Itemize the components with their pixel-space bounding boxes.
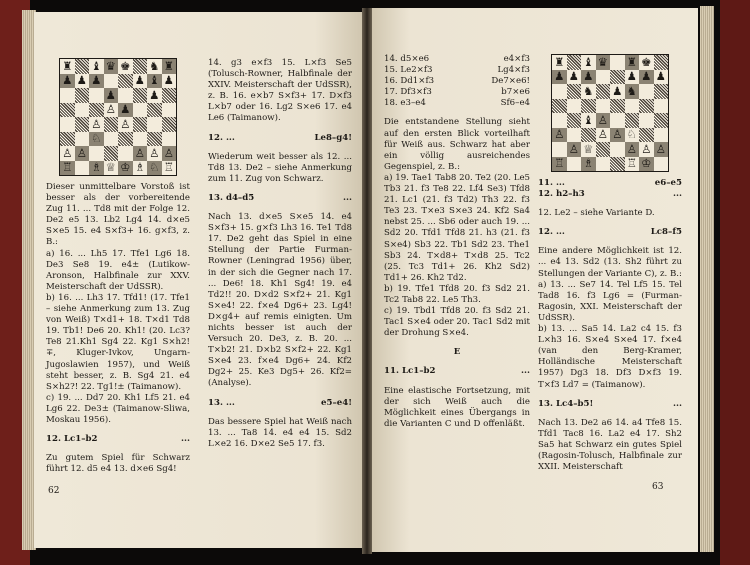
chess-piece: ♘ — [626, 127, 637, 141]
chess-piece: ♟ — [626, 69, 637, 83]
board-square — [610, 142, 625, 157]
board-square — [596, 157, 611, 172]
left-page-column-2 — [208, 58, 352, 450]
board-square — [133, 161, 148, 176]
board-square — [654, 113, 669, 128]
move-black: ... — [343, 192, 352, 203]
board-square — [118, 117, 133, 132]
spacer — [384, 339, 530, 347]
chess-piece: ♙ — [76, 145, 87, 160]
paragraph: a) 16. ... Lh5 17. Tfe1 Lg6 18. De3 Se8 19. e4± (Lutikow-Aronson, Halbfinale zur XXV. Meisterschaft der UdSSR). — [46, 248, 190, 292]
board-square — [610, 157, 625, 172]
paragraph: Das bessere Spiel hat Weiß nach 13. ... Ta8 14. e4 e4 15. Sd2 L×e2 16. D×e2 Se5 17. f3. — [208, 416, 352, 449]
board-square — [610, 55, 625, 70]
paragraph: 14. g3 e×f3 15. L×f3 Se5 (Tolusch-Rowner, Halbfinale der XXIV. Meisterschaft der UdSSR), z. B. 16. e×b7 S×f3+ 17. D×f3 L×b7 oder 16. Lg2 S×e6 17. e4 Le6 (Taimanow). — [208, 58, 352, 124]
board-square — [133, 132, 148, 147]
move-white: 17. Df3×f3 — [384, 87, 432, 98]
move-heading — [208, 398, 352, 409]
board-square — [610, 70, 625, 85]
chess-piece: ♝ — [149, 73, 160, 87]
move-black: Lc8–f5 — [650, 227, 682, 238]
board-square — [89, 132, 104, 147]
chess-piece: ♙ — [641, 141, 652, 156]
chess-piece: ♙ — [134, 145, 145, 160]
move-black: ... — [181, 434, 190, 445]
book-cover-right — [720, 0, 750, 565]
board-square — [581, 70, 596, 85]
board-square — [581, 113, 596, 128]
board-square — [567, 84, 582, 99]
board-square — [639, 55, 654, 70]
board-square — [552, 113, 567, 128]
chess-piece: ♕ — [105, 160, 116, 174]
board-square — [162, 161, 177, 176]
book-gutter — [362, 8, 372, 554]
board-square — [610, 128, 625, 143]
board-square — [625, 99, 640, 114]
board-square — [552, 142, 567, 157]
board-square — [60, 161, 75, 176]
chess-piece: ♞ — [149, 58, 160, 73]
paragraph: Nach 13. De2 a6 14. a4 Tfe8 15. Tfd1 Tac8 16. La2 e4 17. Sh2 Sa5 hat Schwarz ein gutes Spiel (Ragosin-Tolusch, Halbfinale zur XXII. Meisterschaft — [538, 417, 682, 473]
board-square — [147, 132, 162, 147]
spacer — [538, 219, 682, 227]
move-line — [384, 54, 530, 65]
board-square — [654, 84, 669, 99]
board-square — [89, 74, 104, 89]
board-square — [625, 142, 640, 157]
chess-piece: ♝ — [583, 54, 594, 69]
board-square — [596, 113, 611, 128]
move-white: 13. ... — [208, 397, 235, 408]
board-square — [75, 132, 90, 147]
chess-piece: ♟ — [62, 73, 73, 87]
chess-piece: ♚ — [641, 54, 652, 69]
board-square — [567, 142, 582, 157]
board-square — [162, 59, 177, 74]
board-square — [654, 142, 669, 157]
spacer — [46, 445, 190, 453]
right-page — [370, 8, 698, 552]
board-square — [596, 142, 611, 157]
board-square — [75, 74, 90, 89]
board-square — [567, 157, 582, 172]
board-square — [654, 128, 669, 143]
board-square — [75, 88, 90, 103]
paragraph: Nach 13. d×e5 S×e5 14. e4 S×f3+ 15. g×f3 Lh3 16. Te1 Td8 17. De2 geht das Spiel in eine Stellung der Partie Furman-Rowner (Leningrad 1956) über, in der sich die Gegner nach 17. ... De6! 18. Kh1 Sg4! 19. e4 Td2!! 20. D×d2 S×f2+ 21. Kg1 S×e4! 22. f×e4 Dg6+ 23. Lg4! D×g4+ auf remis einigten. Um nichts besser ist auch der Versuch 20. De3, z. B. 20. ... T×b2! 21. D×b2 S×f2+ 22. Kg1 S×e4 23. f×e4 Dg6+ 24. Kf2 Dg2+ 25. Ke3 Dg5+ 26. Kf2= (Analyse). — [208, 212, 352, 389]
move-black: e4×f3 — [503, 54, 530, 64]
board-square — [625, 70, 640, 85]
chess-piece: ♗ — [134, 160, 145, 174]
paragraph: b) 16. ... Lh3 17. Tfd1! (17. Tfe1 – siehe Anmerkung zum 13. Zug von Weiß) T×d1+ 18. T×d1 Td8 19. Tb1! De6 20. Kh1! (20. Lc3? Te8 21.Kh1 Sg4 22. Kg1 S×h2!∓, Kluger-Ivkov, Ungarn-Jugoslawien 1957), und Weiß steht besser, z. B. Sg4 21. e4 S×h2?! 22. Tg1!± (Taimanow). — [46, 292, 190, 392]
paragraph: Dieser unmittelbare Vorstoß ist besser als der vorbereitende Zug 11. ... Td8 mit der Folge 12. De2 e5 13. Lb2 Lg4 14. d×e5 S×e5 15. e4 S×f3+ 16. g×f3, z. B.: — [46, 182, 190, 248]
move-white: 14. d5×e6 — [384, 54, 430, 64]
board-square — [104, 146, 119, 161]
board-square — [552, 157, 567, 172]
chess-piece: ♟ — [76, 73, 87, 87]
board-square — [639, 128, 654, 143]
spacer — [538, 410, 682, 418]
move-black: b7×e6 — [501, 87, 530, 98]
board-square — [639, 113, 654, 128]
right-page-column-1 — [384, 54, 530, 430]
paragraph: b) 19. Tfe1 Tfd8 20. f3 Sd2 21. Tc2 Tab8 22. Le5 Th3. — [384, 283, 530, 305]
chess-piece: ♙ — [612, 127, 623, 141]
move-heading — [384, 366, 530, 377]
board-square — [89, 88, 104, 103]
board-square — [552, 99, 567, 114]
move-white: 12. ... — [208, 132, 235, 143]
board-square — [60, 132, 75, 147]
spacer — [384, 109, 530, 117]
spacer — [538, 238, 682, 246]
board-square — [639, 99, 654, 114]
move-heading — [538, 227, 682, 238]
move-black: ... — [673, 189, 682, 200]
board-square — [610, 99, 625, 114]
spacer — [208, 144, 352, 152]
board-square — [133, 74, 148, 89]
chess-diagram — [551, 54, 669, 172]
move-black: e6–e5 — [654, 178, 682, 188]
chess-piece: ♙ — [120, 116, 131, 131]
chess-piece: ♖ — [62, 160, 73, 174]
move-black: e5–e4! — [321, 397, 352, 408]
move-white: 15. Le2×f3 — [384, 65, 433, 76]
chess-piece: ♟ — [134, 73, 145, 87]
board-square — [104, 103, 119, 118]
spacer — [208, 125, 352, 133]
chess-piece: ♚ — [120, 58, 131, 73]
board-square — [60, 117, 75, 132]
spacer — [208, 390, 352, 398]
board-square — [654, 99, 669, 114]
move-line — [384, 65, 530, 76]
board-square — [639, 84, 654, 99]
chess-diagram — [59, 58, 177, 176]
paragraph: c) 19. ... Dd7 20. Kh1 Lf5 21. e4 Lg6 22. De3± (Taimanow-Sliwa, Moskau 1956). — [46, 392, 190, 425]
board-square — [639, 70, 654, 85]
chess-piece: ♙ — [554, 127, 565, 141]
board-square — [581, 99, 596, 114]
page-number: 63 — [652, 482, 664, 492]
chess-piece: ♝ — [91, 58, 102, 73]
chess-piece: ♙ — [597, 112, 608, 127]
board-square — [75, 146, 90, 161]
chess-piece: ♜ — [62, 58, 73, 73]
chess-piece: ♞ — [583, 83, 594, 98]
board-square — [75, 59, 90, 74]
move-heading — [538, 178, 682, 189]
board-square — [60, 146, 75, 161]
spacer — [384, 358, 530, 366]
chess-piece: ♟ — [105, 87, 116, 102]
board-square — [147, 74, 162, 89]
chess-piece: ♜ — [554, 54, 565, 69]
move-line — [384, 87, 530, 98]
board-square — [581, 84, 596, 99]
chess-piece: ♙ — [105, 102, 116, 116]
chess-piece: ♟ — [91, 73, 102, 87]
board-square — [104, 88, 119, 103]
board-square — [75, 103, 90, 118]
move-line — [384, 76, 530, 87]
board-square — [147, 88, 162, 103]
chess-piece: ♟ — [149, 87, 160, 102]
paragraph: 12. Le2 – siehe Variante D. — [538, 208, 655, 219]
chess-piece: ♟ — [568, 69, 579, 83]
chess-piece: ♗ — [91, 160, 102, 174]
move-black: ... — [673, 398, 682, 409]
chess-piece: ♔ — [641, 156, 652, 170]
chess-piece: ♔ — [120, 160, 131, 174]
move-white: 11. ... — [538, 178, 565, 188]
board-square — [118, 161, 133, 176]
board-square — [552, 84, 567, 99]
board-square — [581, 142, 596, 157]
board-square — [162, 88, 177, 103]
board-square — [639, 157, 654, 172]
board-square — [581, 157, 596, 172]
move-black: De7×e6! — [491, 76, 530, 87]
paragraph: a) 13. ... Se7 14. Tel Lf5 15. Tel Tad8 16. f3 Lg6 = (Furman-Ragosin, XXI. Meisterschaft der UdSSR). — [538, 279, 682, 323]
paragraph: Zu gutem Spiel für Schwarz führt 12. d5 e4 13. d×e6 Sg4! — [46, 453, 190, 475]
chess-piece: ♛ — [597, 54, 608, 69]
board-square — [89, 59, 104, 74]
board-square — [654, 157, 669, 172]
chess-piece: ♙ — [568, 141, 579, 156]
board-square — [133, 117, 148, 132]
board-square — [104, 74, 119, 89]
board-square — [60, 88, 75, 103]
chess-piece: ♛ — [105, 58, 116, 73]
chess-piece: ♝ — [583, 112, 594, 127]
board-square — [610, 113, 625, 128]
board-square — [625, 113, 640, 128]
board-square — [118, 103, 133, 118]
chess-piece: ♙ — [163, 145, 174, 160]
board-square — [596, 70, 611, 85]
move-white: 11. Lc1–b2 — [384, 366, 436, 377]
move-heading — [538, 399, 682, 410]
board-square — [162, 132, 177, 147]
chess-piece: ♙ — [626, 141, 637, 156]
move-white: 13. Lc4–b5! — [538, 398, 594, 409]
board-square — [581, 128, 596, 143]
board-square — [75, 117, 90, 132]
chess-piece: ♙ — [149, 145, 160, 160]
spacer — [208, 409, 352, 417]
board-square — [581, 55, 596, 70]
board-square — [60, 74, 75, 89]
board-square — [567, 70, 582, 85]
board-square — [162, 117, 177, 132]
move-white: 12. h2–h3 — [538, 189, 585, 200]
board-square — [89, 161, 104, 176]
spacer — [384, 378, 530, 386]
chess-piece: ♖ — [163, 160, 174, 174]
board-square — [104, 132, 119, 147]
move-black: Lg4×f3 — [497, 65, 530, 76]
board-square — [625, 128, 640, 143]
move-heading — [208, 133, 352, 144]
board-square — [104, 59, 119, 74]
board-square — [596, 84, 611, 99]
chess-piece: ♙ — [62, 145, 73, 160]
board-square — [625, 157, 640, 172]
right-page-column-2 — [538, 54, 682, 473]
board-square — [162, 146, 177, 161]
paragraph: Die entstandene Stellung sieht auf den ersten Blick vorteilhaft für Weiß aus. Schwarz hat aber ein völlig ausreichendes Gegenspiel, z. B.: — [384, 117, 530, 172]
board-square — [552, 70, 567, 85]
move-heading — [46, 434, 190, 445]
board-square — [133, 88, 148, 103]
board-square — [104, 161, 119, 176]
paragraph: b) 13. ... Sa5 14. La2 c4 15. f3 L×h3 16. S×e4 S×e4 17. f×e4 (van den Berg-Kramer, Holländische Meisterschaft 1957) Dg3 18. Df3 D×f3 19. T×f3 Ld7 = (Taimanow). — [538, 324, 682, 390]
board-square — [567, 99, 582, 114]
move-line — [384, 98, 530, 109]
board-square — [60, 59, 75, 74]
left-page — [34, 12, 364, 548]
board-square — [133, 146, 148, 161]
chess-piece: ♕ — [583, 141, 594, 156]
chess-piece: ♟ — [612, 83, 623, 98]
board-square — [118, 146, 133, 161]
chess-piece: ♖ — [554, 156, 565, 170]
chess-piece: ♟ — [163, 73, 174, 87]
paragraph: a) 19. Tae1 Tab8 20. Te2 (20. Le5 Tb3 21. f3 Te8 22. Lf4 Se3) Tfd8 21. Lc1 (21. f3 Td2) Th3 22. f3 Te3 23. T×e3 S×e3 24. Kf2 Sa4 nebst 25. ... Sb6 oder auch 19. ... Sd2 20. Tfd1 Tfd8 21. h3 (21. f3 S×e4) Sb3 22. Tb1 Sd2 23. The1 Sb3 24. T×d8+ T×d8 25. Tc2 (25. Tc3 Td1+ 26. Kh2 Sd2) Td1+ 26. Kh2 Td2. — [384, 172, 530, 283]
board-square — [552, 128, 567, 143]
left-page-column-1 — [46, 58, 190, 475]
spacer — [538, 200, 682, 208]
board-square — [75, 161, 90, 176]
chess-piece: ♟ — [655, 69, 666, 83]
board-square — [118, 88, 133, 103]
board-square — [147, 103, 162, 118]
paragraph: Wiederum weit besser als 12. ... Td8 13. De2 – siehe Anmerkung zum 11. Zug von Schwarz. — [208, 151, 352, 184]
move-white: 12. ... — [538, 227, 565, 238]
board-square — [133, 103, 148, 118]
board-square — [118, 132, 133, 147]
chess-piece: ♞ — [626, 83, 637, 98]
move-white: 12. Lc1–b2 — [46, 434, 98, 445]
spacer — [46, 426, 190, 434]
chess-piece: ♟ — [641, 69, 652, 83]
chess-piece: ♜ — [163, 58, 174, 73]
board-square — [147, 117, 162, 132]
board-square — [89, 146, 104, 161]
board-square — [104, 117, 119, 132]
board-square — [118, 74, 133, 89]
chess-piece: ♘ — [91, 131, 102, 145]
board-square — [552, 55, 567, 70]
board-square — [89, 103, 104, 118]
board-square — [654, 70, 669, 85]
board-square — [567, 55, 582, 70]
board-square — [596, 55, 611, 70]
chess-piece: ♟ — [120, 102, 131, 116]
board-square — [625, 55, 640, 70]
board-square — [639, 142, 654, 157]
chess-piece: ♙ — [597, 127, 608, 141]
board-square — [596, 128, 611, 143]
paragraph: Eine elastische Fortsetzung, mit der sich Weiß auch die Möglichkeit eines Übergangs in die Varianten C und D offenläßt. — [384, 385, 530, 429]
board-square — [596, 99, 611, 114]
board-square — [654, 55, 669, 70]
board-square — [89, 117, 104, 132]
move-heading — [538, 189, 682, 200]
move-white: 16. Dd1×f3 — [384, 76, 435, 87]
page-number: 62 — [48, 486, 60, 496]
paragraph: c) 19. Tbd1 Tfd8 20. f3 Sd2 21. Tac1 S×e4 oder 20. Tac1 Sd2 mit der Drohung S×e4. — [384, 306, 530, 339]
board-square — [60, 103, 75, 118]
board-square — [118, 59, 133, 74]
chess-piece: ♙ — [655, 141, 666, 156]
board-square — [162, 103, 177, 118]
move-heading — [208, 193, 352, 204]
move-black: ... — [521, 366, 530, 377]
chess-piece: ♖ — [626, 156, 637, 170]
paragraph: Eine andere Möglichkeit ist 12. ... e4 13. Sd2 (13. Sh2 führt zu Stellungen der Variante C), z. B.: — [538, 246, 682, 279]
chess-piece: ♜ — [626, 54, 637, 69]
chess-piece: ♗ — [583, 156, 594, 170]
board-square — [625, 84, 640, 99]
board-square — [567, 113, 582, 128]
chess-piece: ♟ — [554, 69, 565, 83]
move-black: Le8–g4! — [314, 132, 352, 143]
board-square — [162, 74, 177, 89]
board-square — [133, 59, 148, 74]
move-white: 13. d4–d5 — [208, 192, 255, 203]
chess-piece: ♘ — [149, 160, 160, 174]
spacer — [538, 391, 682, 399]
chess-piece: ♟ — [583, 69, 594, 83]
chess-piece: ♙ — [91, 116, 102, 131]
board-square — [147, 146, 162, 161]
board-square — [147, 161, 162, 176]
spacer — [208, 185, 352, 193]
move-white: 18. e3–e4 — [384, 98, 426, 109]
section-heading: E — [453, 347, 461, 358]
move-black: Sf6–e4 — [500, 98, 530, 109]
board-square — [147, 59, 162, 74]
page-edges-right — [700, 6, 714, 552]
spacer — [208, 204, 352, 212]
board-square — [567, 128, 582, 143]
board-square — [610, 84, 625, 99]
